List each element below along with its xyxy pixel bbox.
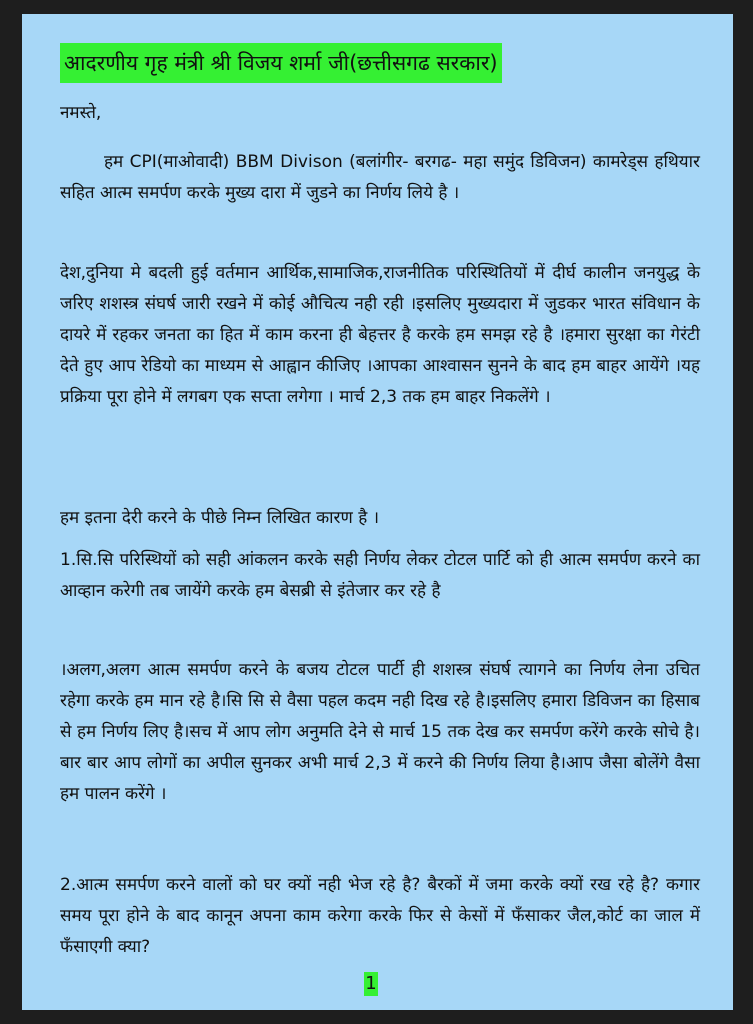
letter-page — [22, 14, 733, 1010]
paragraph-context: देश,दुनिया मे बदली हुई वर्तमान आर्थिक,सामाजिक,राजनीतिक परिस्थितियों में दीर्घ कालीन जनयुद्ध के जरिए शशस्त्र संघर्ष जारी रखने में कोई औचित्य नही रही ।इसलिए मुख्यदारा में जुडकर भारत संविधान के दायरे में रहकर जनता का हित में काम करना ही बेहत्तर है करके हम समझ रहे है ।हमारा सुरक्षा का गेरंटी देते हुए आप रेडियो का माध्यम से आह्वान कीजिए ।आपका आश्वासन सुनने के बाद हम बाहर आयेंगे ।यह प्रक्रिया पूरा होने में लगबग एक सप्ता लगेगा । मार्च 2,3 तक हम बाहर निकलेंगे । — [60, 263, 700, 407]
page-number: 1 — [365, 973, 377, 994]
paragraph-reasons-heading: हम इतना देरी करने के पीछे निम्न लिखित कारण है । — [60, 508, 380, 528]
paragraph-reason-1-continued: ।अलग,अलग आत्म समर्पण करने के बजय टोटल पार्टी ही शशस्त्र संघर्ष त्यागने का निर्णय लेना उचित रहेगा करके हम मान रहे है।सि सि से वैसा पहल कदम नही दिख रहे है।इसलिए हमारा डिविजन का हिसाब से हम निर्णय लिए है।सच में आप लोग अनुमति देने से मार्च 15 तक देख कर समर्पण करेंगे करके सोचे है।बार बार आप लोगों का अपील सुनकर अभी मार्च 2,3 में करने की निर्णय लिया है।आप जैसा बोलेंगे वैसा हम पालन करेंगे । — [60, 660, 700, 804]
letter-title: आदरणीय गृह मंत्री श्री विजय शर्मा जी(छत्तीसगढ सरकार) — [60, 43, 502, 83]
greeting: नमस्ते, — [60, 103, 102, 123]
paragraph-reason-2: 2.आत्म समर्पण करने वालों को घर क्यों नही भेज रहे है? बैरकों में जमा करके क्यों रख रहे है? कगार समय पूरा होने के बाद कानून अपना काम करेगा करके फिर से केसों में फँसाकर जैल,कोर्ट का जाल में फँसाएगी क्या? — [60, 875, 700, 957]
paragraph-intro: हम CPI(माओवादी) BBM Divison (बलांगीर- बरगढ- महा समुंद डिविजन) कामरेड्स हथियार सहित आत्म समर्पण करके मुख्य दारा में जुडने का निर्णय लिये है । — [60, 152, 700, 203]
paragraph-reason-1: 1.सि.सि परिस्थियों को सही आंकलन करके सही निर्णय लेकर टोटल पार्टि को ही आत्म समर्पण करने का आव्हान करेगी तब जायेंगे करके हम बेसब्री से इंतेजार कर रहे है — [60, 550, 700, 601]
